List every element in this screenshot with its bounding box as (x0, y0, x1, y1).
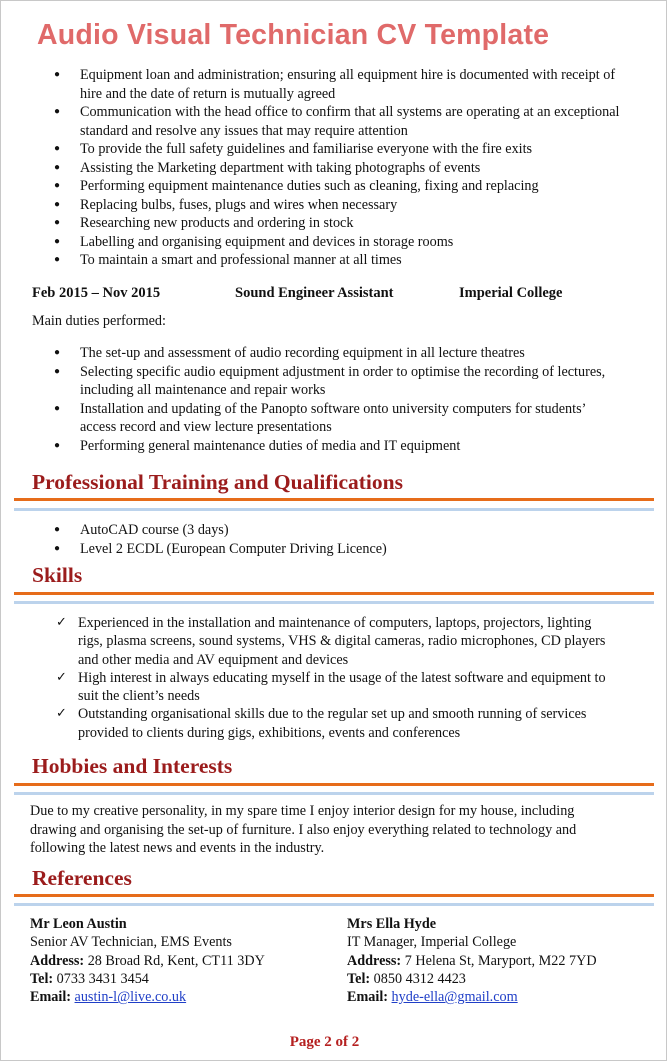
reference-address: Address: 7 Helena St, Maryport, M22 7YD (347, 952, 597, 969)
list-item: ● To provide the full safety guidelines and familiarise everyone with the fire exits (32, 140, 632, 159)
reference-address: Address: 28 Broad Rd, Kent, CT11 3DY (30, 952, 265, 969)
reference-name: Mrs Ella Hyde (347, 916, 437, 932)
training-heading: Professional Training and Qualifications (32, 470, 403, 494)
checkmark-icon: ✓ (56, 669, 67, 685)
section-divider (14, 508, 654, 511)
reference-email: Email: austin-l@live.co.uk (30, 989, 187, 1006)
reference-2 (347, 915, 597, 1006)
skills-list (32, 614, 612, 742)
list-item: ● Level 2 ECDL (European Computer Driving Licence) (32, 540, 632, 559)
list-item: ● The set-up and assessment of audio recording equipment in all lecture theatres (32, 344, 622, 363)
list-item: ● To maintain a smart and professional manner at all times (32, 251, 632, 270)
checkmark-icon: ✓ (56, 706, 67, 722)
list-item: ● Selecting specific audio equipment adjustment in order to optimise the recording of lectures, including all maintenance and repair works (32, 363, 622, 400)
section-divider (14, 894, 654, 897)
list-item: ● Performing general maintenance duties of media and IT equipment (32, 437, 622, 456)
list-item: ● Equipment loan and administration; ensuring all equipment hire is documented with receipt of hire and the date of return is mutually agreed (32, 66, 632, 103)
skills-heading: Skills (32, 563, 83, 587)
list-item: ● Labelling and organising equipment and devices in storage rooms (32, 233, 632, 252)
section-divider (14, 601, 654, 604)
list-item: ● Installation and updating of the Panopto software onto university computers for students’ access record and view lecture presentations (32, 400, 622, 437)
email-link[interactable]: hyde-ella@gmail.com (391, 989, 518, 1006)
page-number: Page 2 of 2 (289, 1034, 360, 1050)
section-divider (14, 792, 654, 795)
page-title: Audio Visual Technician CV Template (37, 19, 550, 51)
job-role: Sound Engineer Assistant (235, 285, 394, 301)
job-dates: Feb 2015 – Nov 2015 (32, 285, 161, 301)
list-item: ✓ High interest in always educating myself in the usage of the latest software and equipment to suit the client’s needs (56, 669, 606, 705)
list-item: ● Communication with the head office to confirm that all systems are operating at an exceptional standard and resolve any issues that may require attention (32, 103, 632, 140)
training-list (32, 521, 632, 558)
reference-role: Senior AV Technician, EMS Events (30, 934, 232, 951)
email-link[interactable]: austin-l@live.co.uk (74, 989, 187, 1006)
hobbies-heading: Hobbies and Interests (32, 754, 233, 778)
checkmark-icon: ✓ (56, 615, 67, 630)
reference-tel: Tel: 0850 4312 4423 (347, 970, 466, 987)
references-heading: References (32, 866, 132, 890)
list-item: ✓ Outstanding organisational skills due to the regular set up and smooth running of services provided to clients during gigs, exhibitions, events and conferences (56, 706, 587, 741)
list-item: ● Researching new products and ordering in stock (32, 214, 632, 233)
list-item: ● Replacing bulbs, fuses, plugs and wires when necessary (32, 196, 632, 215)
reference-name: Mr Leon Austin (30, 916, 127, 932)
section-divider (14, 783, 654, 786)
list-item: ✓ Experienced in the installation and maintenance of computers, laptops, projectors, lighting rigs, plasma screens, sound systems, VHS & digital cameras, radio microphones, CD players and other media and AV equipment and devices (56, 615, 606, 668)
list-item: ● Assisting the Marketing department with taking photographs of events (32, 159, 632, 178)
section-divider (14, 498, 654, 501)
reference-email: Email: hyde-ella@gmail.com (347, 989, 518, 1006)
list-item: ● AutoCAD course (3 days) (32, 521, 632, 540)
job-employer: Imperial College (459, 285, 563, 301)
hobbies-text: Due to my creative personality, in my spare time I enjoy interior design for my house, including drawing and organising the set-up of furniture. I also enjoy everything related to technology and following the latest news and events in the industry. (30, 803, 577, 856)
job-duties-list (32, 344, 622, 455)
duties-label: Main duties performed: (32, 313, 166, 329)
top-duties-list (32, 66, 632, 270)
reference-1 (30, 915, 265, 1006)
list-item: ● Performing equipment maintenance duties such as cleaning, fixing and replacing (32, 177, 632, 196)
reference-role: IT Manager, Imperial College (347, 934, 517, 951)
section-divider (14, 903, 654, 906)
section-divider (14, 592, 654, 595)
reference-tel: Tel: 0733 3431 3454 (30, 970, 149, 987)
